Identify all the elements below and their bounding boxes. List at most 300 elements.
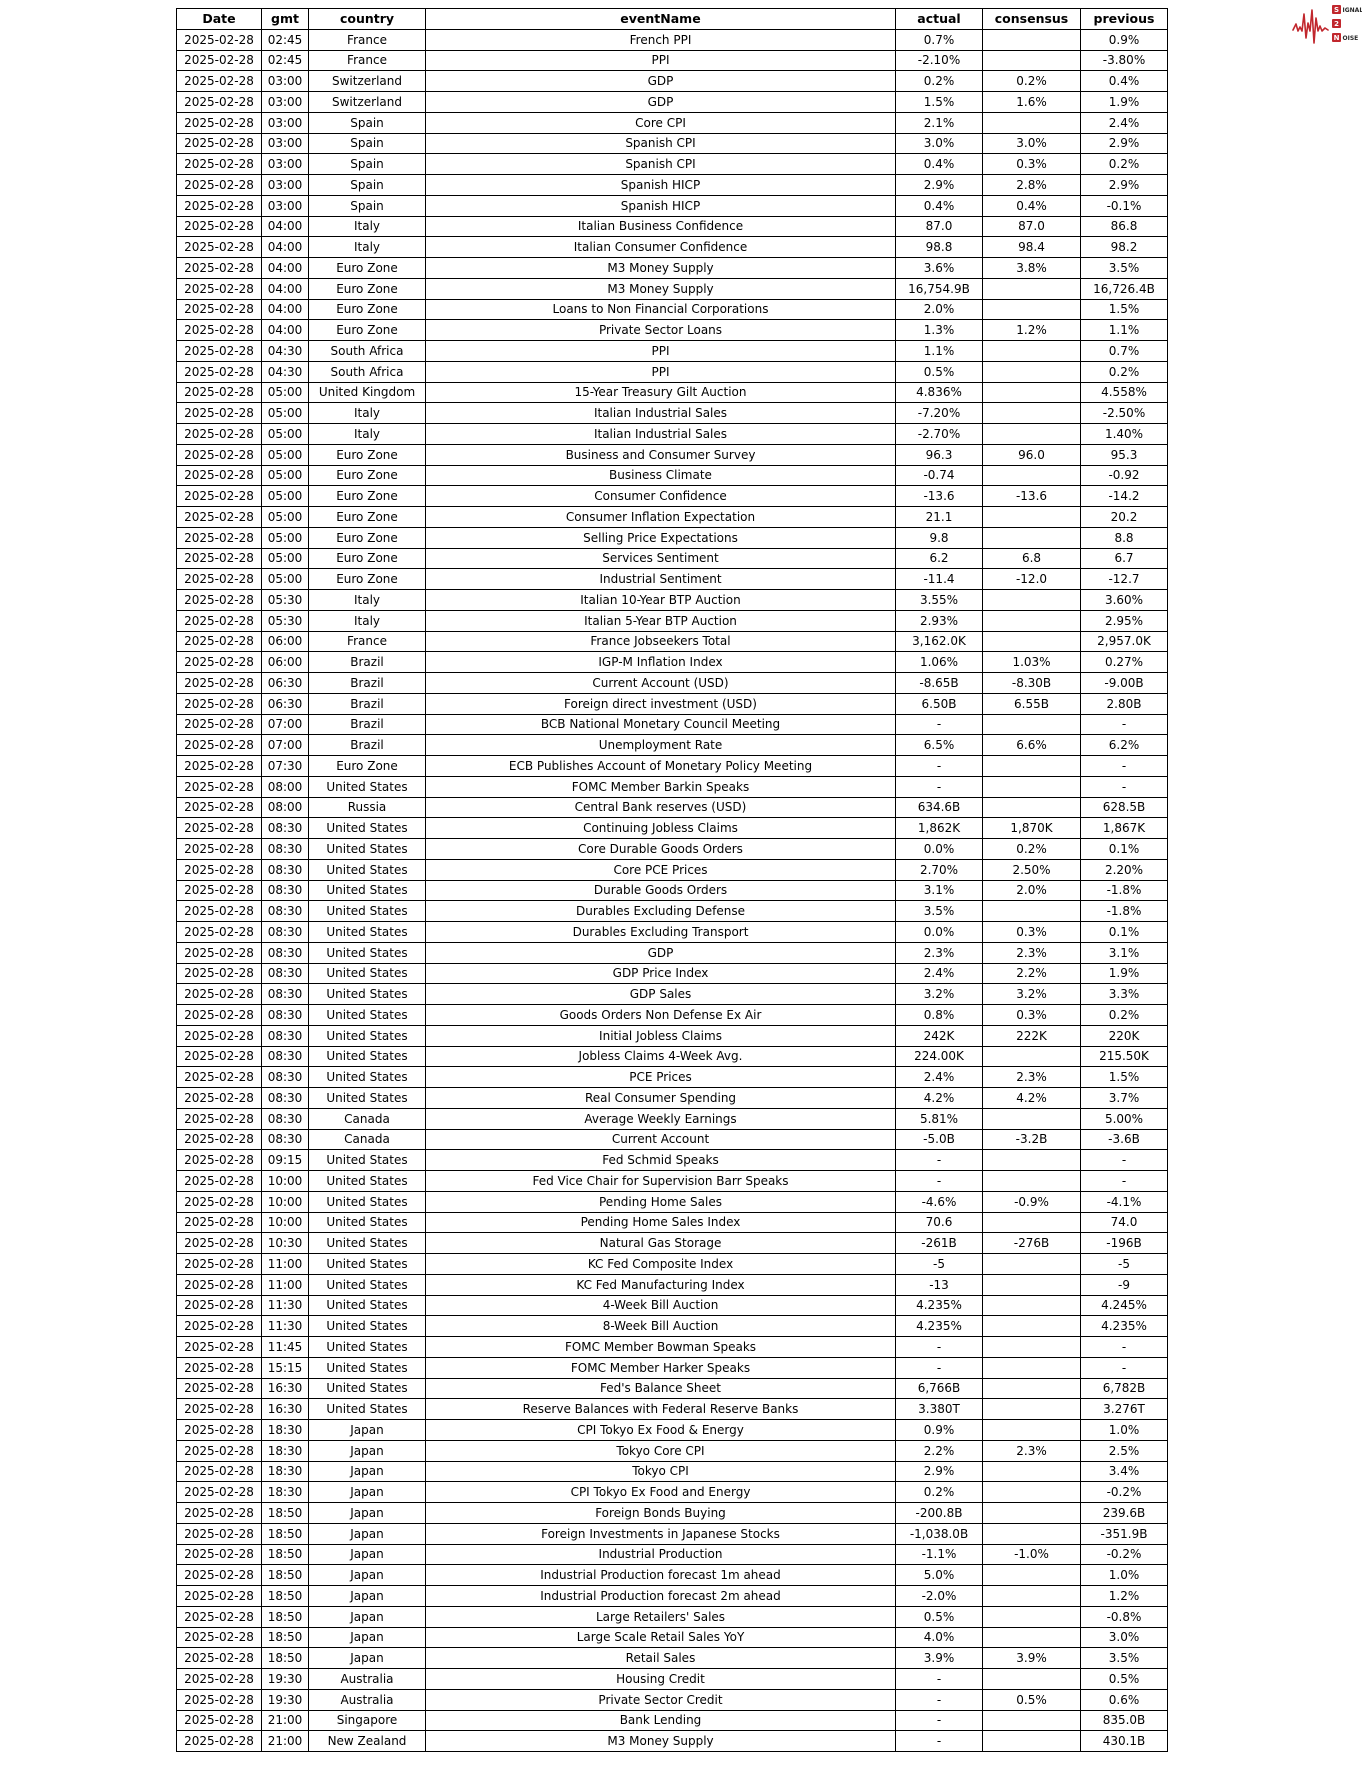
table-cell: 2025-02-28	[177, 756, 262, 777]
table-row	[177, 320, 1168, 341]
table-cell: Russia	[309, 797, 426, 818]
table-cell: 08:00	[262, 776, 309, 797]
table-cell: Spanish CPI	[426, 133, 896, 154]
table-cell	[983, 361, 1081, 382]
table-cell: United States	[309, 922, 426, 943]
table-cell: 0.4%	[896, 195, 983, 216]
table-cell: 835.0B	[1081, 1710, 1168, 1731]
table-row	[177, 1191, 1168, 1212]
table-cell: -5.0B	[896, 1129, 983, 1150]
table-cell	[983, 1606, 1081, 1627]
table-row	[177, 50, 1168, 71]
table-cell: 0.0%	[896, 922, 983, 943]
table-cell: 4.0%	[896, 1627, 983, 1648]
table-cell: 96.3	[896, 444, 983, 465]
table-cell: 4.2%	[896, 1088, 983, 1109]
table-cell: 628.5B	[1081, 797, 1168, 818]
table-cell: 4.235%	[896, 1316, 983, 1337]
table-cell: 16,754.9B	[896, 278, 983, 299]
table-cell: 87.0	[983, 216, 1081, 237]
table-cell: Foreign Investments in Japanese Stocks	[426, 1523, 896, 1544]
table-cell: IGP-M Inflation Index	[426, 652, 896, 673]
table-cell: 08:30	[262, 1088, 309, 1109]
table-cell: -12.0	[983, 569, 1081, 590]
table-cell: -1.1%	[896, 1544, 983, 1565]
table-cell: 07:30	[262, 756, 309, 777]
table-cell: United States	[309, 1316, 426, 1337]
table-cell: 0.7%	[896, 29, 983, 50]
table-cell: 2.2%	[983, 963, 1081, 984]
table-row	[177, 1108, 1168, 1129]
table-cell: Foreign Bonds Buying	[426, 1503, 896, 1524]
table-cell: 08:30	[262, 901, 309, 922]
table-cell	[983, 1212, 1081, 1233]
table-cell: Italian Industrial Sales	[426, 424, 896, 445]
table-cell: 08:30	[262, 818, 309, 839]
table-cell: 2.2%	[896, 1440, 983, 1461]
table-cell: -	[1081, 1150, 1168, 1171]
table-cell: 0.5%	[896, 1606, 983, 1627]
table-cell: -11.4	[896, 569, 983, 590]
table-cell	[983, 1108, 1081, 1129]
table-cell: 2025-02-28	[177, 652, 262, 673]
table-row	[177, 693, 1168, 714]
table-cell: France	[309, 29, 426, 50]
table-cell	[983, 1523, 1081, 1544]
table-cell: 98.8	[896, 237, 983, 258]
table-cell: Spain	[309, 112, 426, 133]
badge-n-letter: N	[1333, 34, 1340, 43]
table-cell	[983, 1565, 1081, 1586]
table-row	[177, 1233, 1168, 1254]
table-cell: Euro Zone	[309, 486, 426, 507]
table-cell: 1,870K	[983, 818, 1081, 839]
table-cell: 08:30	[262, 942, 309, 963]
table-cell: 0.5%	[896, 361, 983, 382]
table-cell: 1.5%	[896, 92, 983, 113]
table-cell: PCE Prices	[426, 1067, 896, 1088]
table-cell: 98.4	[983, 237, 1081, 258]
table-row	[177, 258, 1168, 279]
table-cell: 2025-02-28	[177, 1233, 262, 1254]
table-row	[177, 922, 1168, 943]
table-cell: 0.9%	[1081, 29, 1168, 50]
table-cell: 05:00	[262, 382, 309, 403]
table-cell	[983, 527, 1081, 548]
table-cell: 02:45	[262, 50, 309, 71]
table-cell: -4.1%	[1081, 1191, 1168, 1212]
table-cell	[983, 1586, 1081, 1607]
table-cell: Goods Orders Non Defense Ex Air	[426, 1005, 896, 1026]
signal2noise-logo-graphic	[1292, 3, 1362, 47]
table-cell: 0.4%	[1081, 71, 1168, 92]
table-cell: Singapore	[309, 1710, 426, 1731]
table-cell: Jobless Claims 4-Week Avg.	[426, 1046, 896, 1067]
table-cell: 04:00	[262, 299, 309, 320]
table-cell: 2025-02-28	[177, 486, 262, 507]
table-cell	[983, 278, 1081, 299]
table-cell	[983, 901, 1081, 922]
table-cell: 6.8	[983, 548, 1081, 569]
table-cell	[983, 756, 1081, 777]
table-row	[177, 1710, 1168, 1731]
table-cell: Switzerland	[309, 71, 426, 92]
table-cell: Euro Zone	[309, 507, 426, 528]
table-cell: Central Bank reserves (USD)	[426, 797, 896, 818]
table-cell: -	[896, 1357, 983, 1378]
table-cell: 2025-02-28	[177, 1005, 262, 1026]
table-cell: 2025-02-28	[177, 1606, 262, 1627]
table-cell: Natural Gas Storage	[426, 1233, 896, 1254]
table-cell: 74.0	[1081, 1212, 1168, 1233]
table-cell: 2.9%	[896, 175, 983, 196]
table-cell: France Jobseekers Total	[426, 631, 896, 652]
table-cell: 6.2	[896, 548, 983, 569]
table-cell: 03:00	[262, 175, 309, 196]
table-cell: Italian Business Confidence	[426, 216, 896, 237]
table-cell: Euro Zone	[309, 278, 426, 299]
table-row	[177, 673, 1168, 694]
table-cell: 05:00	[262, 548, 309, 569]
table-cell: United States	[309, 1171, 426, 1192]
table-cell: 3.6%	[896, 258, 983, 279]
table-cell: 03:00	[262, 71, 309, 92]
table-cell: 2025-02-28	[177, 1254, 262, 1275]
table-cell: Large Scale Retail Sales YoY	[426, 1627, 896, 1648]
table-cell: 07:00	[262, 714, 309, 735]
table-cell: 4.245%	[1081, 1295, 1168, 1316]
table-cell: Pending Home Sales Index	[426, 1212, 896, 1233]
table-cell: Business Climate	[426, 465, 896, 486]
table-cell: -	[896, 1337, 983, 1358]
table-cell	[983, 1274, 1081, 1295]
table-cell: Durables Excluding Defense	[426, 901, 896, 922]
table-cell: 6,782B	[1081, 1378, 1168, 1399]
table-cell: 2.0%	[983, 880, 1081, 901]
table-cell: -196B	[1081, 1233, 1168, 1254]
table-cell: Tokyo CPI	[426, 1461, 896, 1482]
table-row	[177, 1150, 1168, 1171]
table-cell: -0.92	[1081, 465, 1168, 486]
table-cell: 04:00	[262, 258, 309, 279]
table-cell: 19:30	[262, 1669, 309, 1690]
table-cell: KC Fed Manufacturing Index	[426, 1274, 896, 1295]
table-cell: 2025-02-28	[177, 507, 262, 528]
table-cell: 2025-02-28	[177, 1544, 262, 1565]
table-cell: 21.1	[896, 507, 983, 528]
table-cell	[983, 1337, 1081, 1358]
table-cell: Japan	[309, 1648, 426, 1669]
table-cell: Initial Jobless Claims	[426, 1025, 896, 1046]
table-cell: M3 Money Supply	[426, 1731, 896, 1752]
table-cell: GDP	[426, 942, 896, 963]
table-cell: Industrial Production forecast 2m ahead	[426, 1586, 896, 1607]
table-row	[177, 237, 1168, 258]
table-cell: France	[309, 631, 426, 652]
table-cell: Japan	[309, 1586, 426, 1607]
table-cell: 0.4%	[983, 195, 1081, 216]
table-cell: 2025-02-28	[177, 341, 262, 362]
table-cell: Services Sentiment	[426, 548, 896, 569]
table-row	[177, 756, 1168, 777]
table-cell: 2025-02-28	[177, 673, 262, 694]
table-cell: United States	[309, 942, 426, 963]
table-cell: 16,726.4B	[1081, 278, 1168, 299]
table-cell: 2025-02-28	[177, 569, 262, 590]
table-row	[177, 175, 1168, 196]
table-cell: -	[896, 1710, 983, 1731]
column-header-consensus: consensus	[983, 9, 1081, 30]
table-cell: -0.8%	[1081, 1606, 1168, 1627]
table-cell: United States	[309, 963, 426, 984]
table-cell: 70.6	[896, 1212, 983, 1233]
table-cell: 2025-02-28	[177, 1357, 262, 1378]
table-cell: 2025-02-28	[177, 216, 262, 237]
table-cell: -	[896, 1689, 983, 1710]
table-cell: Housing Credit	[426, 1669, 896, 1690]
table-cell: Continuing Jobless Claims	[426, 818, 896, 839]
table-row	[177, 859, 1168, 880]
table-cell	[983, 1731, 1081, 1752]
table-cell: 11:00	[262, 1254, 309, 1275]
table-cell: 1.1%	[1081, 320, 1168, 341]
table-cell: 2025-02-28	[177, 901, 262, 922]
table-cell: 2025-02-28	[177, 1212, 262, 1233]
table-cell: -1.0%	[983, 1544, 1081, 1565]
table-cell: 2025-02-28	[177, 1274, 262, 1295]
table-cell	[983, 507, 1081, 528]
table-cell: GDP	[426, 92, 896, 113]
table-cell: 04:00	[262, 216, 309, 237]
table-cell: 95.3	[1081, 444, 1168, 465]
table-cell: Pending Home Sales	[426, 1191, 896, 1212]
table-cell: 2025-02-28	[177, 258, 262, 279]
table-row	[177, 714, 1168, 735]
table-row	[177, 631, 1168, 652]
table-cell: 3.0%	[983, 133, 1081, 154]
table-row	[177, 112, 1168, 133]
table-cell: United States	[309, 901, 426, 922]
table-cell: 18:30	[262, 1440, 309, 1461]
table-row	[177, 71, 1168, 92]
table-cell: 18:50	[262, 1523, 309, 1544]
table-cell: 19:30	[262, 1689, 309, 1710]
table-cell: 6.55B	[983, 693, 1081, 714]
table-cell: 2025-02-28	[177, 278, 262, 299]
table-row	[177, 1357, 1168, 1378]
table-cell: 18:50	[262, 1503, 309, 1524]
table-cell: Business and Consumer Survey	[426, 444, 896, 465]
table-cell	[983, 1482, 1081, 1503]
table-cell: 0.8%	[896, 1005, 983, 1026]
table-row	[177, 1461, 1168, 1482]
table-cell: Japan	[309, 1627, 426, 1648]
table-cell: 08:30	[262, 859, 309, 880]
table-cell: 05:00	[262, 444, 309, 465]
table-cell: Large Retailers' Sales	[426, 1606, 896, 1627]
table-cell: 08:30	[262, 1067, 309, 1088]
table-cell: 2.3%	[983, 1440, 1081, 1461]
table-cell: Euro Zone	[309, 465, 426, 486]
table-cell: 98.2	[1081, 237, 1168, 258]
table-cell: Italy	[309, 590, 426, 611]
table-cell: Spanish HICP	[426, 195, 896, 216]
table-cell: 02:45	[262, 29, 309, 50]
table-cell: 6.6%	[983, 735, 1081, 756]
table-cell: 05:30	[262, 610, 309, 631]
table-cell: 2025-02-28	[177, 1378, 262, 1399]
table-row	[177, 527, 1168, 548]
table-cell: 10:30	[262, 1233, 309, 1254]
table-cell	[983, 776, 1081, 797]
table-cell: 6.50B	[896, 693, 983, 714]
table-cell: 05:00	[262, 507, 309, 528]
table-cell: Durable Goods Orders	[426, 880, 896, 901]
table-cell: 2025-02-28	[177, 984, 262, 1005]
table-cell: 2025-02-28	[177, 735, 262, 756]
badge-s-letter: S	[1333, 6, 1340, 15]
table-cell: 06:00	[262, 652, 309, 673]
table-cell: United States	[309, 1191, 426, 1212]
table-row	[177, 1295, 1168, 1316]
table-cell: 0.6%	[1081, 1689, 1168, 1710]
table-cell: -	[1081, 1357, 1168, 1378]
table-cell: Real Consumer Spending	[426, 1088, 896, 1109]
table-cell: Industrial Production	[426, 1544, 896, 1565]
table-cell: 3.2%	[983, 984, 1081, 1005]
table-cell: FOMC Member Harker Speaks	[426, 1357, 896, 1378]
table-cell: 0.0%	[896, 839, 983, 860]
table-cell: -9.00B	[1081, 673, 1168, 694]
table-cell: 1.0%	[1081, 1420, 1168, 1441]
table-cell	[983, 1171, 1081, 1192]
table-cell: CPI Tokyo Ex Food & Energy	[426, 1420, 896, 1441]
table-row	[177, 1129, 1168, 1150]
table-cell: 0.3%	[983, 154, 1081, 175]
table-cell: 2025-02-28	[177, 839, 262, 860]
table-cell: 2025-02-28	[177, 1482, 262, 1503]
table-row	[177, 1482, 1168, 1503]
table-cell: 2025-02-28	[177, 29, 262, 50]
table-cell: PPI	[426, 341, 896, 362]
table-cell: 2025-02-28	[177, 1627, 262, 1648]
table-row	[177, 29, 1168, 50]
table-cell: 2.3%	[896, 942, 983, 963]
table-cell: 2025-02-28	[177, 693, 262, 714]
table-cell: M3 Money Supply	[426, 258, 896, 279]
table-cell: -1.8%	[1081, 901, 1168, 922]
table-cell: 0.1%	[1081, 922, 1168, 943]
table-cell: 2.50%	[983, 859, 1081, 880]
table-cell: 224.00K	[896, 1046, 983, 1067]
table-row	[177, 839, 1168, 860]
table-cell: 08:30	[262, 1025, 309, 1046]
table-cell: 0.3%	[983, 922, 1081, 943]
table-cell: Euro Zone	[309, 444, 426, 465]
table-cell: Private Sector Credit	[426, 1689, 896, 1710]
table-cell	[983, 631, 1081, 652]
table-cell: Brazil	[309, 673, 426, 694]
table-cell: 0.2%	[983, 839, 1081, 860]
table-cell: -13.6	[896, 486, 983, 507]
table-cell: -13.6	[983, 486, 1081, 507]
table-cell: 2025-02-28	[177, 776, 262, 797]
table-row	[177, 1503, 1168, 1524]
table-cell: 06:30	[262, 693, 309, 714]
table-cell: 10:00	[262, 1212, 309, 1233]
column-header-previous: previous	[1081, 9, 1168, 30]
table-cell: 2025-02-28	[177, 1440, 262, 1461]
table-cell: 10:00	[262, 1171, 309, 1192]
table-cell: 2025-02-28	[177, 1191, 262, 1212]
table-row	[177, 1316, 1168, 1337]
table-cell: Brazil	[309, 735, 426, 756]
table-cell: 09:15	[262, 1150, 309, 1171]
table-cell: Fed Vice Chair for Supervision Barr Speaks	[426, 1171, 896, 1192]
table-cell: 10:00	[262, 1191, 309, 1212]
table-cell: 2025-02-28	[177, 71, 262, 92]
table-cell: -2.70%	[896, 424, 983, 445]
table-cell: Japan	[309, 1565, 426, 1586]
table-cell: 2025-02-28	[177, 1108, 262, 1129]
table-cell	[983, 1669, 1081, 1690]
table-cell: 3.60%	[1081, 590, 1168, 611]
table-cell: United States	[309, 1337, 426, 1358]
table-cell: 2025-02-28	[177, 1669, 262, 1690]
table-cell: 3.3%	[1081, 984, 1168, 1005]
table-cell: -	[896, 756, 983, 777]
table-cell: Foreign direct investment (USD)	[426, 693, 896, 714]
table-cell: 08:30	[262, 1129, 309, 1150]
table-cell: Canada	[309, 1129, 426, 1150]
table-cell: 1.40%	[1081, 424, 1168, 445]
table-cell	[983, 382, 1081, 403]
table-cell: United States	[309, 1233, 426, 1254]
table-cell: 2025-02-28	[177, 1710, 262, 1731]
table-cell: Euro Zone	[309, 548, 426, 569]
table-row	[177, 195, 1168, 216]
table-row	[177, 1523, 1168, 1544]
table-cell: 1.6%	[983, 92, 1081, 113]
table-cell: United States	[309, 776, 426, 797]
table-cell: 2.93%	[896, 610, 983, 631]
table-cell: 215.50K	[1081, 1046, 1168, 1067]
table-cell: 2025-02-28	[177, 963, 262, 984]
table-cell: United States	[309, 1295, 426, 1316]
table-cell: Core Durable Goods Orders	[426, 839, 896, 860]
table-row	[177, 735, 1168, 756]
table-cell	[983, 1295, 1081, 1316]
table-cell: -2.50%	[1081, 403, 1168, 424]
table-cell: 18:50	[262, 1606, 309, 1627]
table-cell: 11:00	[262, 1274, 309, 1295]
table-cell: 3.8%	[983, 258, 1081, 279]
table-cell: Consumer Inflation Expectation	[426, 507, 896, 528]
table-cell: 2025-02-28	[177, 444, 262, 465]
table-cell: Japan	[309, 1606, 426, 1627]
table-cell: 03:00	[262, 133, 309, 154]
table-cell: CPI Tokyo Ex Food and Energy	[426, 1482, 896, 1503]
table-cell: 1.1%	[896, 341, 983, 362]
table-cell: 08:00	[262, 797, 309, 818]
table-cell: 2.80B	[1081, 693, 1168, 714]
table-cell: 11:30	[262, 1295, 309, 1316]
table-cell: Euro Zone	[309, 569, 426, 590]
table-row	[177, 507, 1168, 528]
table-cell: United States	[309, 1005, 426, 1026]
table-row	[177, 1606, 1168, 1627]
table-cell	[983, 610, 1081, 631]
